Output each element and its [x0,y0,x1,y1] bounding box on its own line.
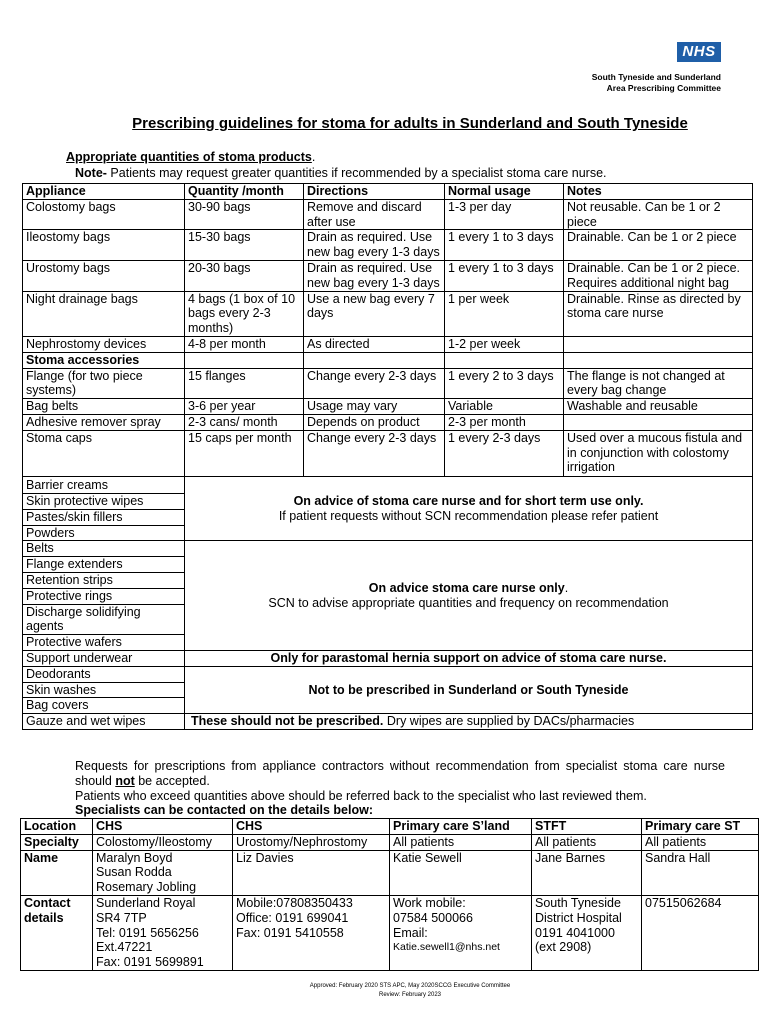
cell: Bag belts [23,399,185,415]
cell: Use a new bag every 7 days [304,291,445,336]
para1-text-b: be accepted. [134,773,210,788]
cell: 15 flanges [185,368,304,399]
group1-advice [185,477,753,541]
note [75,166,607,180]
committee-name [592,72,721,94]
detail-line: Tel: 0191 5656256 [96,925,199,940]
cell: Katie Sewell [390,850,532,895]
table-row [23,666,753,682]
group2-advice-text: SCN to advise appropriate quantities and frequency on recommendation [268,595,669,610]
cell: Retention strips [23,572,185,588]
contacts-name-row [21,850,759,895]
group2-advice-period: . [564,580,569,595]
detail-line: SR4 7TP [96,910,147,925]
cell: Night drainage bags [23,291,185,336]
group3-advice: Not to be prescribed in Sunderland or South Tyneside [185,666,753,713]
cell: Urostomy bags [23,260,185,291]
detail-line: Fax: 0191 5699891 [96,955,204,970]
detail-line: Fax: 0191 5410558 [236,925,344,940]
detail-line: Ext.47221 [96,940,153,955]
cell [390,895,532,970]
paragraph-exceed: Patients who exceed quantities above should be referred back to the specialist who last reviewed them. [75,789,647,803]
subheading [66,150,315,164]
cell: Drainable. Rinse as directed by stoma care nurse [564,291,753,336]
location-label: Location [21,819,93,835]
cell [304,352,445,368]
table-row [23,477,753,494]
cell: All patients [532,834,642,850]
header-quantity: Quantity /month [185,184,304,200]
cell: Urostomy/Nephrostomy [233,834,390,850]
header-notes: Notes [564,184,753,200]
cell: Skin protective wipes [23,493,185,509]
specialty-label: Specialty [21,834,93,850]
subheading-period: . [311,150,316,164]
contacts-table [20,818,759,971]
cell: Drain as required. Use new bag every 1-3 days [304,260,445,291]
note-text: Patients may request greater quantities if recommended by a specialist stoma care nurse. [106,166,607,180]
cell: Stoma caps [23,430,185,476]
name-label: Name [21,850,93,895]
cell: Flange extenders [23,557,185,573]
cell: Deodorants [23,666,185,682]
cell: Colostomy bags [23,199,185,230]
cell [93,895,233,970]
cell: 1 per week [445,291,564,336]
cell: Gauze and wet wipes [23,714,185,730]
cell [93,850,233,895]
header-usage: Normal usage [445,184,564,200]
cell: Primary care S’land [390,819,532,835]
detail-line: 07515062684 [645,895,722,910]
nhs-logo: NHS [677,42,721,62]
cell: Protective rings [23,588,185,604]
name-line: Maralyn Boyd [96,850,173,865]
cell [445,352,564,368]
subheading-text: Appropriate quantities of stoma products [66,150,312,164]
accessories-section-row [23,352,753,368]
table-row [23,650,753,666]
cell: Sandra Hall [642,850,759,895]
cell: Skin washes [23,682,185,698]
gauze-advice [185,714,753,730]
cell: Not reusable. Can be 1 or 2 piece [564,199,753,230]
cell [185,352,304,368]
cell: 1-2 per week [445,336,564,352]
name-line: Susan Rodda [96,865,172,880]
cell: 15 caps per month [185,430,304,476]
cell: Primary care ST [642,819,759,835]
detail-line: 07584 500066 [393,910,473,925]
cell [642,895,759,970]
cell: 30-90 bags [185,199,304,230]
cell: Jane Barnes [532,850,642,895]
cell: 15-30 bags [185,230,304,261]
footer-approved: Approved: February 2020 STS APC, May 2020SCCG Executive Committee [309,983,511,989]
group1-advice-text: If patient requests without SCN recommendation please refer patient [278,508,659,523]
para1-not: not [115,773,135,788]
paragraph-requests [75,759,725,788]
accessories-label: Stoma accessories [23,352,185,368]
cell: As directed [304,336,445,352]
cell: Used over a mucous fistula and in conjunction with colostomy irrigation [564,430,753,476]
para1-text-a: Requests for prescriptions from appliance contractors without recommendation from specialist stoma care nurse should [75,759,725,788]
cell: Pastes/skin fillers [23,509,185,525]
cell: Liz Davies [233,850,390,895]
cell [532,895,642,970]
group1-advice-bold: On advice of stoma care nurse and for short term use only. [293,493,644,508]
cell: 3-6 per year [185,399,304,415]
cell [233,895,390,970]
group2-advice [185,541,753,651]
cell: 2-3 per month [445,414,564,430]
table-row [23,260,753,291]
header-appliance: Appliance [23,184,185,200]
cell: Variable [445,399,564,415]
table-row [23,414,753,430]
table-row [23,430,753,476]
table-row [23,541,753,557]
cell: 1 every 2-3 days [445,430,564,476]
cell: Flange (for two piece systems) [23,368,185,399]
cell: CHS [93,819,233,835]
cell: Ileostomy bags [23,230,185,261]
detail-line: Office: 0191 699041 [236,910,349,925]
table-row [23,399,753,415]
cell: CHS [233,819,390,835]
table-row [23,336,753,352]
footer-review: Review: February 2023 [378,992,442,998]
cell: Washable and reusable [564,399,753,415]
detail-line: Sunderland Royal [96,895,196,910]
detail-line: District Hospital [535,910,622,925]
cell: Discharge solidifying agents [23,604,185,635]
cell: Change every 2-3 days [304,430,445,476]
cell [564,336,753,352]
contact-label: Contact details [21,895,93,970]
cell: 1 every 1 to 3 days [445,230,564,261]
table-row [23,291,753,336]
cell: Bag covers [23,698,185,714]
cell: All patients [390,834,532,850]
gauze-advice-text: Dry wipes are supplied by DACs/pharmacies [383,714,635,729]
cell: 2-3 cans/ month [185,414,304,430]
cell: Belts [23,541,185,557]
table-row [23,368,753,399]
cell: 1-3 per day [445,199,564,230]
products-table [22,183,753,730]
cell: 1 every 2 to 3 days [445,368,564,399]
cell: Drain as required. Use new bag every 1-3 days [304,230,445,261]
note-label: Note- [75,166,107,180]
committee-line-1: South Tyneside and Sunderland [591,72,721,82]
cell: STFT [532,819,642,835]
name-line: Rosemary Jobling [96,880,197,895]
support-advice: Only for parastomal hernia support on advice of stoma care nurse. [185,650,753,666]
cell: 1 every 1 to 3 days [445,260,564,291]
cell: Change every 2-3 days [304,368,445,399]
detail-line: (ext 2908) [535,940,592,955]
contacts-specialty-row [21,834,759,850]
detail-line: Email: [393,925,428,940]
cell: Support underwear [23,650,185,666]
contacts-location-row [21,819,759,835]
cell: Colostomy/Ileostomy [93,834,233,850]
cell: All patients [642,834,759,850]
cell: Adhesive remover spray [23,414,185,430]
cell: 4-8 per month [185,336,304,352]
cell: Powders [23,525,185,541]
cell: Nephrostomy devices [23,336,185,352]
group2-advice-bold: On advice stoma care nurse only [368,580,565,595]
cell: Usage may vary [304,399,445,415]
cell [564,352,753,368]
cell: Drainable. Can be 1 or 2 piece. Requires additional night bag [564,260,753,291]
cell: Remove and discard after use [304,199,445,230]
cell: 20-30 bags [185,260,304,291]
table-row [23,230,753,261]
footer [0,982,770,1000]
detail-line: South Tyneside [535,895,621,910]
cell [564,414,753,430]
cell: Barrier creams [23,477,185,494]
cell: The flange is not changed at every bag change [564,368,753,399]
contacts-details-row [21,895,759,970]
paragraph-specialists: Specialists can be contacted on the details below: [75,803,373,817]
table-row [23,714,753,730]
detail-line: 0191 4041000 [535,925,615,940]
cell: Drainable. Can be 1 or 2 piece [564,230,753,261]
cell: Protective wafers [23,635,185,651]
detail-line: Work mobile: [393,895,466,910]
page-title: Prescribing guidelines for stoma for adults in Sunderland and South Tyneside [132,115,688,132]
committee-line-2: Area Prescribing Committee [606,83,721,93]
cell: 4 bags (1 box of 10 bags every 2-3 months) [185,291,304,336]
gauze-advice-bold: These should not be prescribed. [191,714,384,729]
email-link[interactable]: Katie.sewell1@nhs.net [393,941,500,954]
detail-line: Mobile:07808350433 [236,895,353,910]
cell: Depends on product [304,414,445,430]
table-row [23,199,753,230]
products-header-row [23,184,753,200]
header-directions: Directions [304,184,445,200]
